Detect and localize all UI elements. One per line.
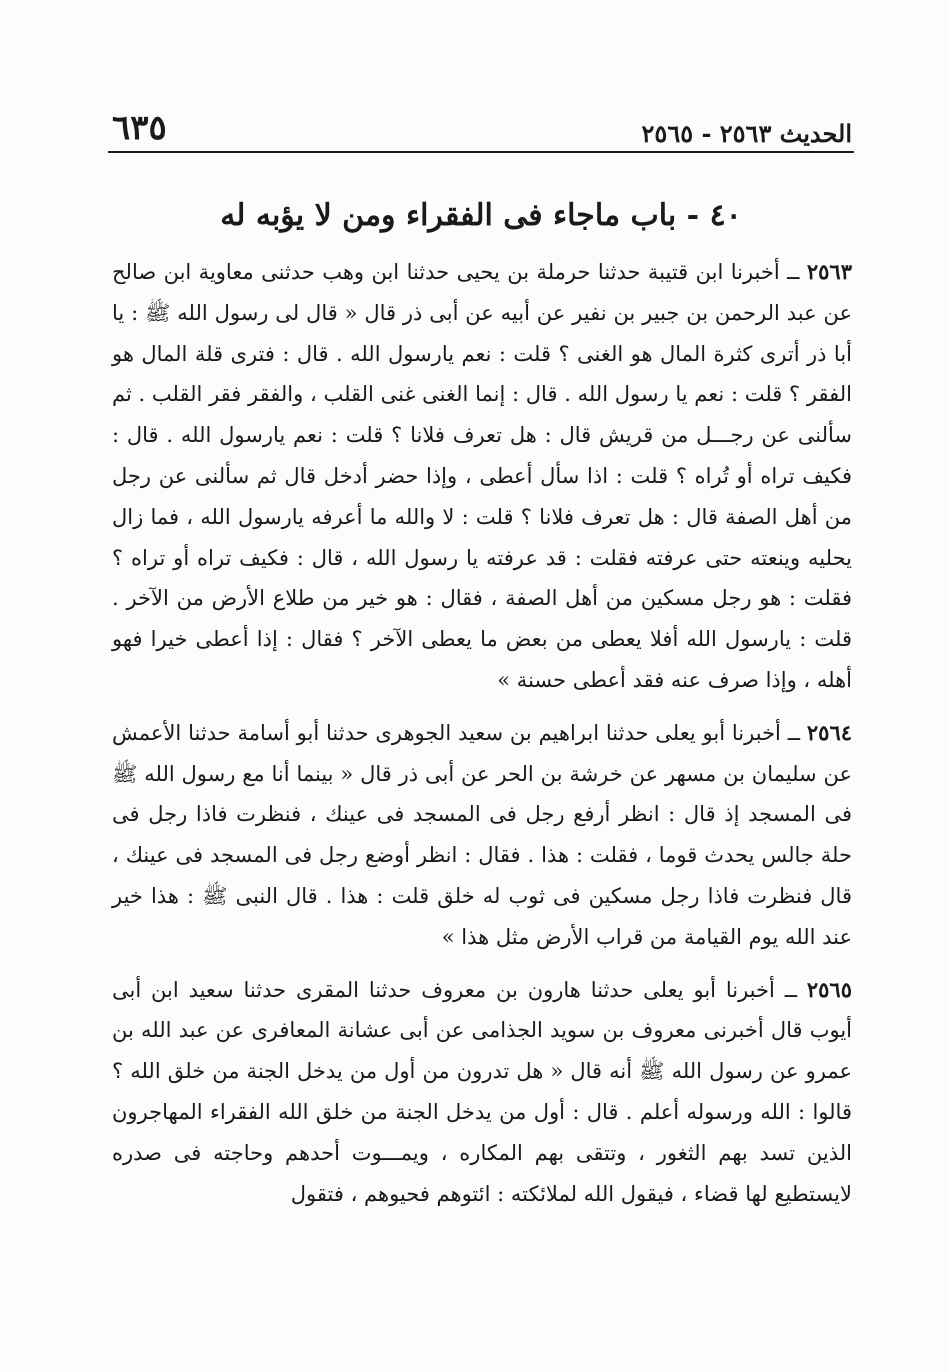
hadith-number: ٢٥٦٣ xyxy=(806,259,852,284)
hadith-dash: ــ xyxy=(774,977,798,1002)
hadith-2565 xyxy=(112,970,852,1215)
hadith-text: أخبرنا ابن قتيبة حدثنا حرملة بن يحيى حدثنا ابن وهب حدثنى معاوية ابن صالح عن عبد الرحمن بن جبير بن نفير عن أبيه عن أبى ذر قال « قال لى رسول الله ﷺ : يا أبا ذر أترى كثرة المال هو الغنى ؟ قلت : نعم يارسول الله . قال : فترى قلة المال هو الفقر ؟ قلت : نعم يا رسول الله . قال : إنما الغنى غنى القلب ، والفقر فقر القلب . ثم سألنى عن رجـــل من قريش قال : هل تعرف فلانا ؟ قلت : نعم يارسول الله . قال : فكيف تراه أو تُراه ؟ قلت : اذا سأل أعطى ، وإذا حضر أدخل قال ثم سألنى عن رجل من أهل الصفة قال : هل تعرف فلانا ؟ قلت : لا والله ما أعرفه يارسول الله ، فما زال يحليه وينعته حتى عرفته فقلت : قد عرفته يا رسول الله ، قال : فكيف تراه أو تراه ؟ فقلت : هو رجل مسكين من أهل الصفة ، فقال : هو خير من طلاع الأرض من الآخر . قلت : يارسول الله أفلا يعطى من بعض ما يعطى الآخر ؟ فقال : إذا أعطى خيرا فهو أهله ، وإذا صرف عنه فقد أعطى حسنة » xyxy=(112,260,852,692)
hadith-text: أخبرنا أبو يعلى حدثنا هارون بن معروف حدثنا المقرى حدثنا سعيد ابن أبى أيوب قال أخبرنى معروف بن سويد الجذامى عن أبى عشانة المعافرى عن عبد الله بن عمرو عن رسول الله ﷺ أنه قال « هل تدرون من أول من يدخل الجنة من خلق الله ؟ قالوا : الله ورسوله أعلم . قال : أول من يدخل الجنة من خلق الله الفقراء المهاجرون الذين تسد بهم الثغور ، وتتقى بهم المكاره ، ويمـــوت أحدهم وحاجته فى صدره لايستطيع لها قضاء ، فيقول الله لملائكته : ائتوهم فحيوهم ، فتقول xyxy=(112,977,852,1206)
hadith-number: ٢٥٦٥ xyxy=(806,976,852,1002)
header-rule xyxy=(108,151,854,153)
chapter-title: ٤٠ - باب ماجاء فى الفقراء ومن لا يؤبه له xyxy=(220,198,742,233)
page-number: ٦٣٥ xyxy=(112,108,167,148)
hadith-dash: ــ xyxy=(779,260,800,284)
hadith-dash: ــ xyxy=(780,720,801,745)
running-title: الحديث ٢٥٦٣ - ٢٥٦٥ xyxy=(641,119,852,148)
hadith-2564 xyxy=(112,713,852,958)
running-header xyxy=(112,100,852,148)
hadith-number: ٢٥٦٤ xyxy=(806,719,853,745)
hadith-text: أخبرنا أبو يعلى حدثنا ابراهيم بن سعيد الجوهرى حدثنا أبو أسامة حدثنا الأعمش عن سليمان بن مسهر عن خرشة بن الحر عن أبى ذر قال « بينما أنا مع رسول الله ﷺ فى المسجد إذ قال : انظر أرفع رجل فى المسجد فى عينك ، فنظرت فاذا رجل فى حلة جالس يحدث قوما ، فقلت : هذا . فقال : انظر أوضع رجل فى المسجد فى عينك ، قال فنظرت فاذا رجل مسكين فى ثوب له خلق قلت : هذا . قال النبى ﷺ : هذا خير عند الله يوم القيامة من قراب الأرض مثل هذا » xyxy=(112,720,852,949)
hadith-2563 xyxy=(112,252,852,701)
body-text xyxy=(112,252,852,1226)
